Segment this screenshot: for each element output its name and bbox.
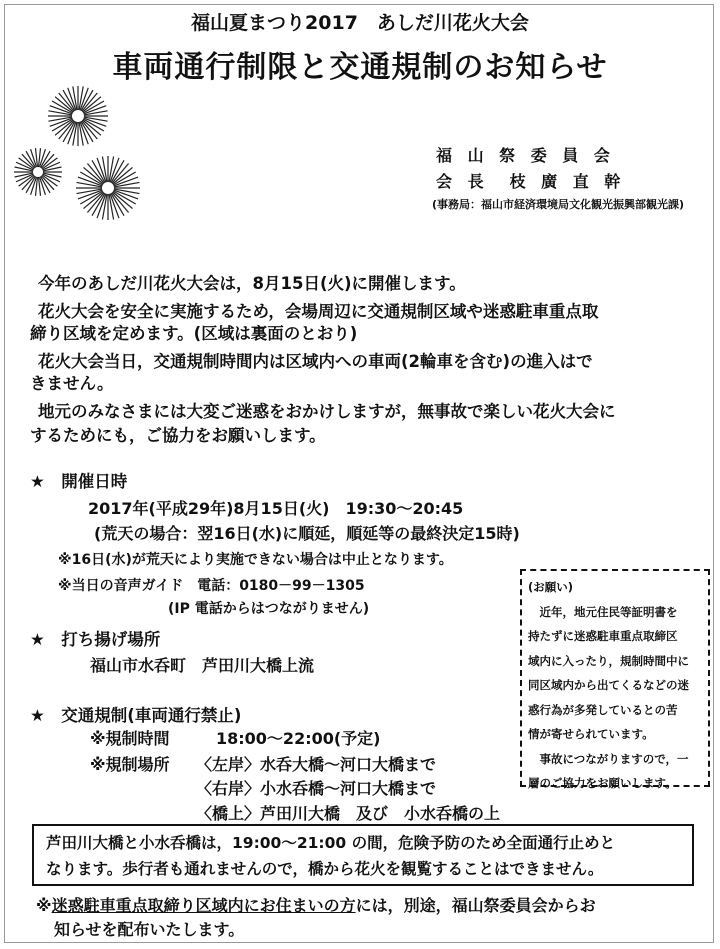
traffic-place-label: ※規制場所 [90,755,170,774]
intro-line: 花火大会を安全に実施するため，会場周辺に交通規制区域や迷惑駐車重点取 [38,302,599,321]
traffic-time-value: 18:00～22:00(予定) [216,729,381,748]
request-line: 近年，地元住民等証明書を [528,604,678,619]
request-line: 事故につながりますので，一 [528,751,689,766]
schedule-ip-note: (IP 電話からはつながりません) [168,601,370,617]
schedule-rain: (荒天の場合：翌16日(水)に順延，順延等の最終決定15時) [94,524,520,543]
traffic-heading: ★ 交通規制(車両通行禁止) [30,706,242,725]
request-line: 惑行為が多発しているとの苦 [528,702,678,717]
schedule-datetime: 2017年(平成29年)8月15日(火) 19:30～20:45 [88,499,464,518]
traffic-place: 〈左岸〉水呑大橋～河口大橋まで [196,755,437,774]
schedule-heading: ★ 開催日時 [30,472,128,491]
schedule-guide-note: ※当日の音声ガイド 電話：0180－99－1305 [58,578,365,594]
intro-line: するためにも，ご協力をお願いします。 [30,426,326,445]
issuer-chair: 会 長 枝 廣 直 幹 [436,172,626,191]
request-box [520,569,710,790]
footer-note [36,893,596,916]
launch-place: 福山市水呑町 芦田川大橋上流 [90,656,315,675]
footer-prefix: ※ [36,896,52,915]
intro-line: 締り区域を定めます。(区域は裏面のとおり) [30,324,358,343]
request-line: 層のご協力をお願いします。 [528,776,677,790]
intro-line: 花火大会当日，交通規制時間内は区域内への車両(2輪車を含む)の進入はで [38,352,593,371]
intro-line: 今年のあしだ川花火大会は，8月15日(火)に開催します。 [38,274,466,293]
footer-note-line2: 知らせを配布いたします。 [54,920,245,939]
issuer-org: 福 山 祭 委 員 会 [436,146,615,165]
schedule-cancel-note: ※16日(水)が荒天により実施できない場合は中止となります。 [58,552,453,568]
closure-line: 芦田川大橋と小水呑橋は，19:00～21:00 の間，危険予防のため全面通行止めと [46,834,616,852]
issuer-office: (事務局：福山市経済環境局文化観光振興部観光課) [432,198,685,211]
traffic-place: 〈右岸〉小水呑橋～河口大橋まで [196,779,437,798]
intro-line: きません。 [30,374,114,393]
closure-line: なります。歩行者も通れませんので，橋から花火を観覧することはできません。 [46,860,604,878]
footer-rest: には，別途，福山祭委員会からお [355,896,596,915]
request-line: 同区域内から出てくるなどの迷 [528,678,689,692]
launch-heading: ★ 打ち揚げ場所 [30,630,161,649]
event-subtitle: 福山夏まつり2017 あしだ川花火大会 [191,12,529,34]
traffic-time-label: ※規制時間 [90,729,170,748]
traffic-place: 〈橋上〉芦田川大橋 及び 小水呑橋の上 [196,804,501,823]
intro-line: 地元のみなさまには大変ご迷惑をおかけしますが，無事故で楽しい花火大会に [38,402,616,421]
fireworks-illustration [8,84,168,244]
page-title: 車両通行制限と交通規制のお知らせ [112,50,608,85]
request-line: 情が寄せられています。 [528,727,654,741]
request-line: 持たずに迷惑駐車重点取締区 [528,629,678,643]
bridge-closure-box [32,824,694,886]
footer-underlined: 迷惑駐車重点取締り区域内にお住まいの方 [51,896,356,915]
request-line: (お願い) [528,580,574,594]
request-line: 域内に入ったり，規制時間中に [528,653,689,668]
